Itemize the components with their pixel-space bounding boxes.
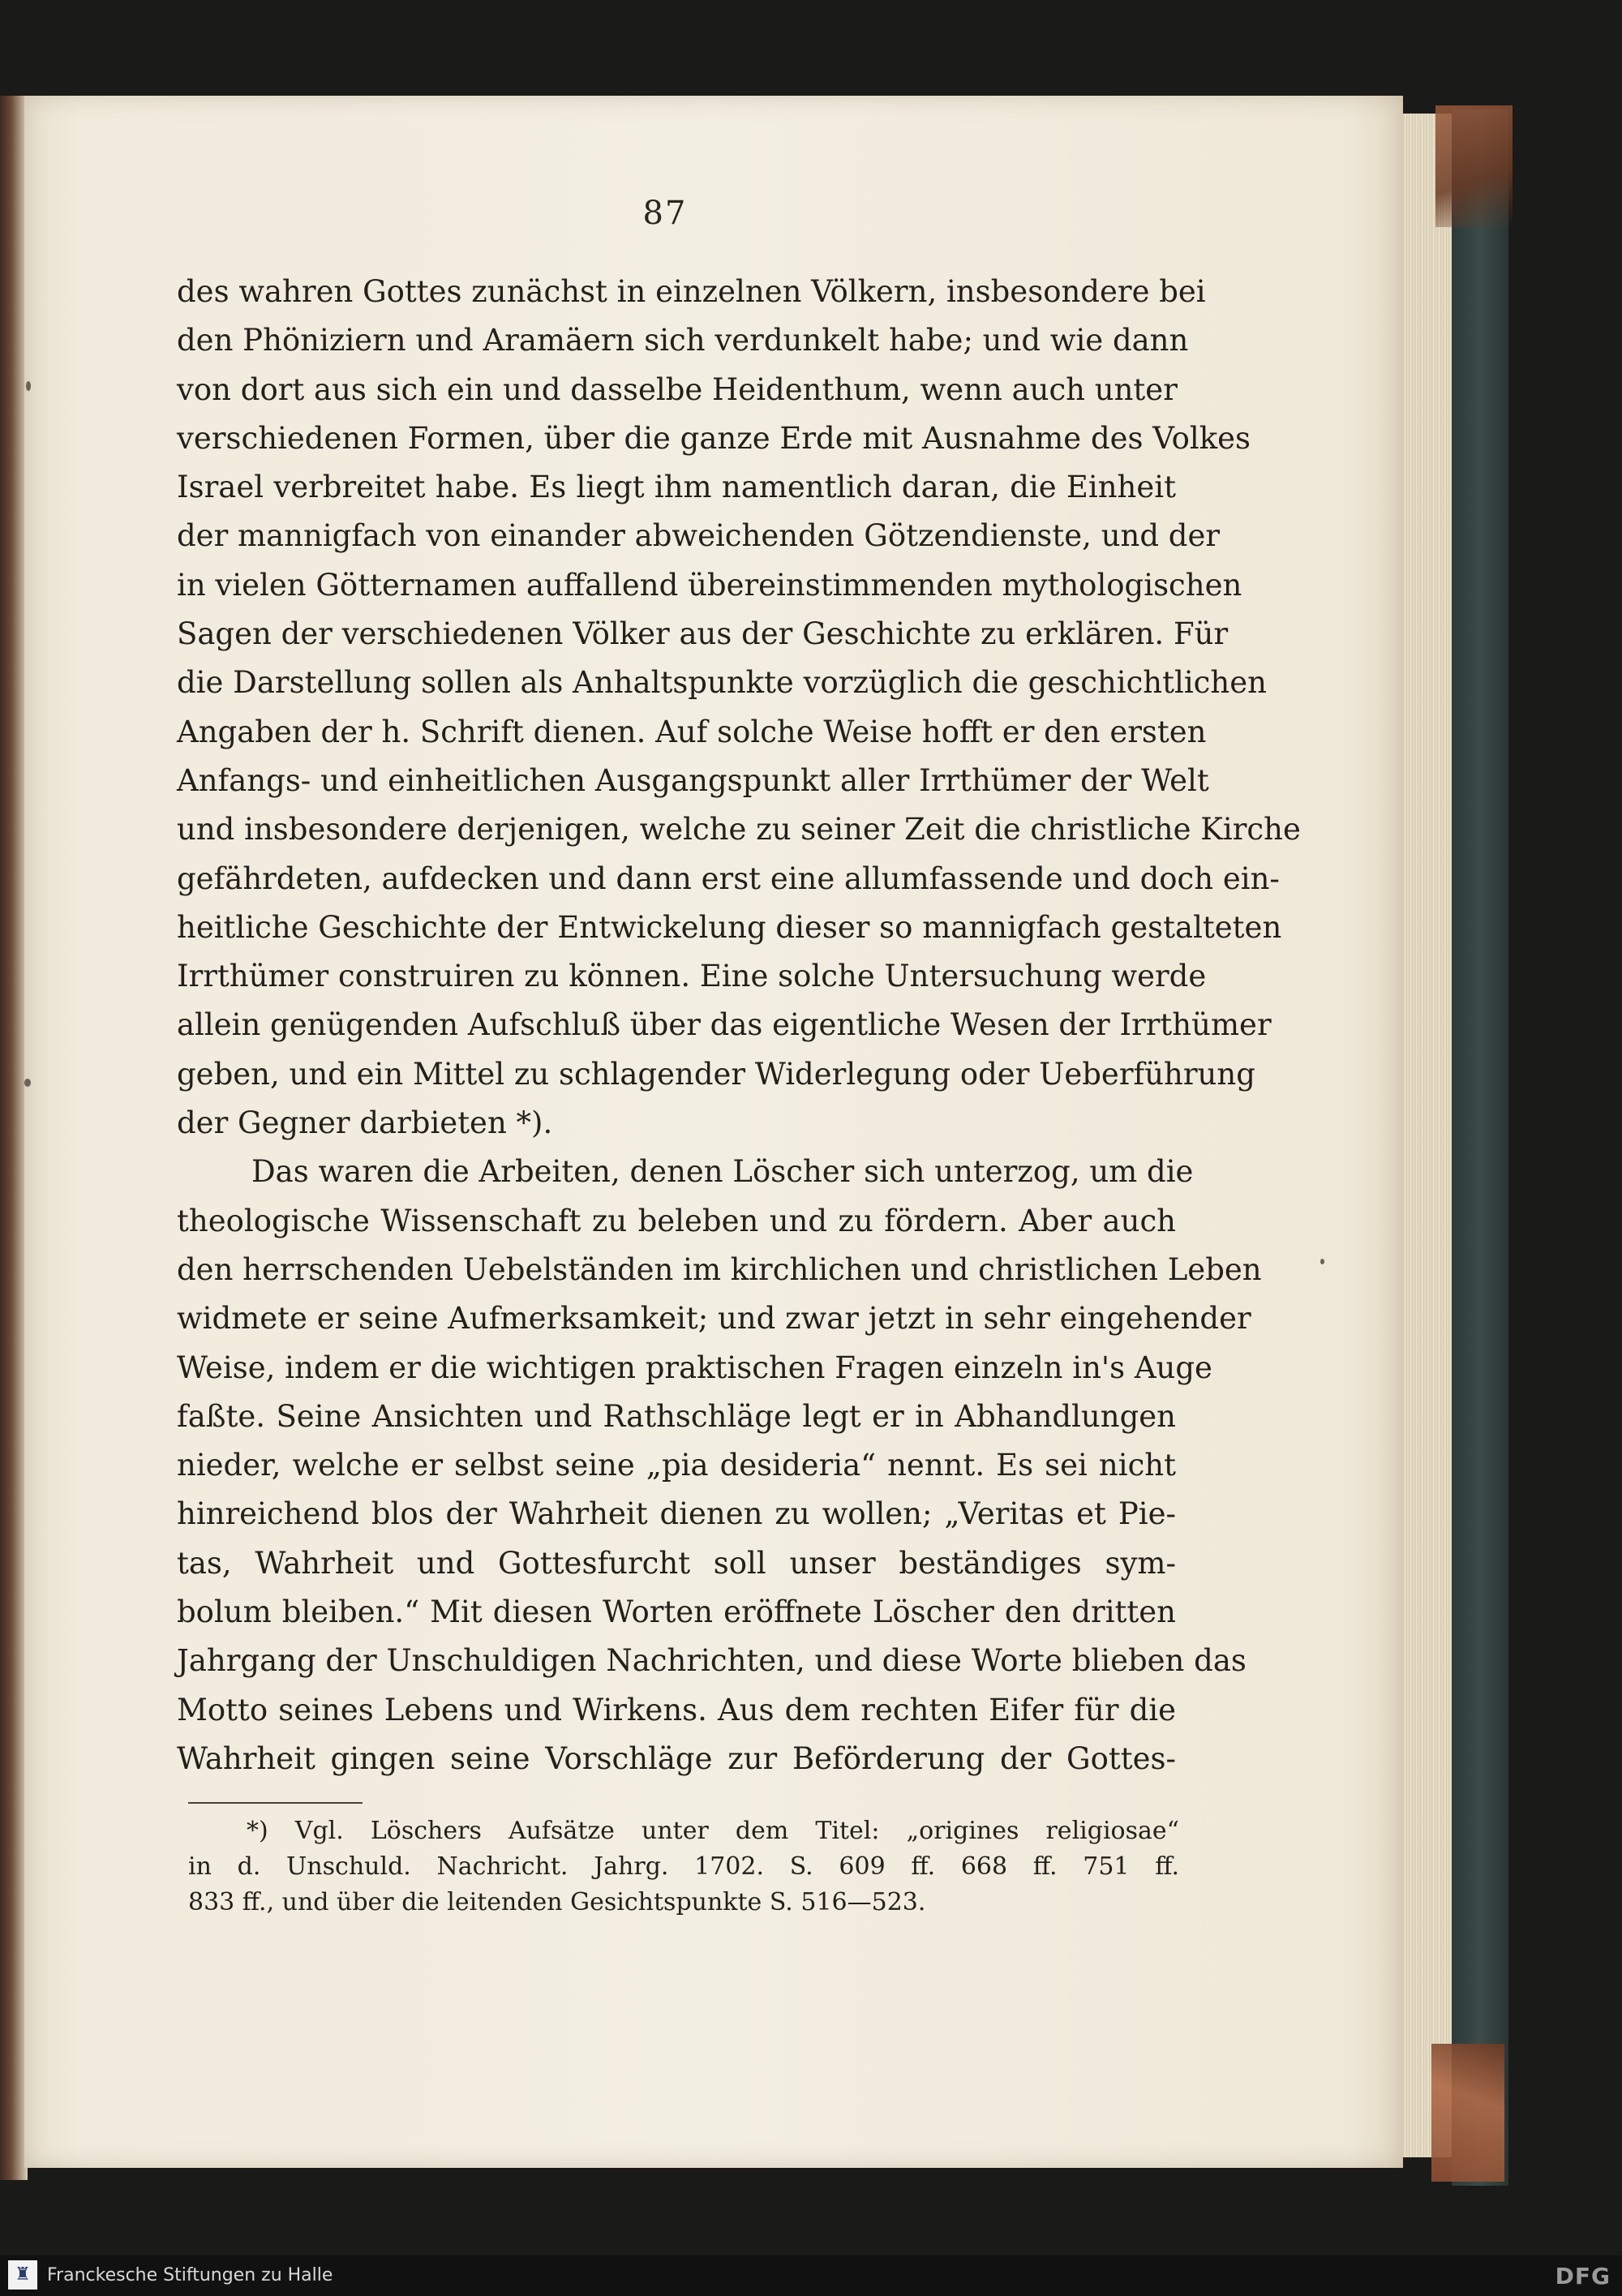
text-line: die Darstellung sollen als Anhaltspunkte vorzüglich die geschichtlichen — [177, 665, 1267, 701]
text-line: und insbesondere derjenigen, welche zu seiner Zeit die christliche Kirche — [177, 812, 1301, 848]
footnote-line: in d. Unschuld. Nachricht. Jahrg. 1702. S. 609 ff. 668 ff. 751 ff. — [188, 1852, 1179, 1881]
institution-name: Franckesche Stiftungen zu Halle — [47, 2265, 333, 2285]
text-line: in vielen Götternamen auffallend übereinstimmenden mythologischen — [177, 567, 1242, 603]
body-text — [177, 268, 1301, 1783]
text-line: der mannigfach von einander abweichenden Götzendienste, und der — [177, 518, 1221, 554]
book-left-edge — [0, 96, 28, 2180]
text-line: hinreichend blos der Wahrheit dienen zu wollen; „Veritas et Pie- — [177, 1496, 1176, 1532]
paper-speck — [1320, 1259, 1324, 1264]
text-line: Jahrgang der Unschuldigen Nachrichten, und diese Worte blieben das — [177, 1643, 1247, 1679]
text-line: Sagen der verschiedenen Völker aus der Geschichte zu erklären. Für — [177, 616, 1229, 652]
text-line: bolum bleiben.“ Mit diesen Worten eröffnete Löscher den dritten — [177, 1594, 1176, 1630]
text-line: Angaben der h. Schrift dienen. Auf solche Weise hofft er den ersten — [177, 714, 1207, 749]
text-line: Anfangs- und einheitlichen Ausgangspunkt aller Irrthümer der Welt — [177, 762, 1209, 798]
book-cover-right — [1452, 109, 1508, 2186]
paper-speck — [26, 381, 31, 391]
institution-logo: ♜ — [8, 2260, 37, 2290]
text-line: Motto seines Lebens und Wirkens. Aus dem rechten Eifer für die — [177, 1692, 1176, 1727]
text-line: Israel verbreitet habe. Es liegt ihm namentlich daran, die Einheit — [177, 470, 1176, 505]
text-line: heitliche Geschichte der Entwickelung dieser so mannigfach gestalteten — [177, 909, 1282, 945]
page-number: 87 — [642, 195, 688, 232]
text-line: widmete er seine Aufmerksamkeit; und zwar jetzt in sehr eingehender — [177, 1301, 1251, 1337]
footnote-line: *) Vgl. Löschers Aufsätze unter dem Titel: „origines religiosae“ — [247, 1817, 1179, 1845]
text-line: theologische Wissenschaft zu beleben und zu fördern. Aber auch — [177, 1203, 1176, 1238]
text-line: von dort aus sich ein und dasselbe Heidenthum, wenn auch unter — [177, 371, 1178, 407]
cover-corner-top — [1435, 105, 1513, 227]
text-line: faßte. Seine Ansichten und Rathschläge legt er in Abhandlungen — [177, 1398, 1176, 1434]
footnotes — [188, 1813, 1179, 1920]
text-line: der Gegner darbieten *). — [177, 1105, 553, 1141]
text-line: Wahrheit gingen seine Vorschläge zur Beförderung der Gottes- — [177, 1740, 1176, 1776]
footnote-rule — [188, 1802, 363, 1804]
text-line: allein genügenden Aufschluß über das eigentliche Wesen der Irrthümer — [177, 1007, 1272, 1043]
text-line: den herrschenden Uebelständen im kirchlichen und christlichen Leben — [177, 1251, 1262, 1287]
dfg-logo: DFG — [1555, 2263, 1611, 2290]
text-line: gefährdeten, aufdecken und dann erst eine allumfassende und doch ein- — [177, 860, 1280, 896]
cover-corner-bottom — [1431, 2044, 1504, 2182]
paper-speck — [24, 1079, 31, 1087]
page-edges — [1401, 114, 1458, 2157]
text-line: geben, und ein Mittel zu schlagender Widerlegung oder Ueberführung — [177, 1056, 1255, 1092]
text-line: Weise, indem er die wichtigen praktischen Fragen einzeln in's Auge — [177, 1350, 1212, 1385]
text-line: Irrthümer construiren zu können. Eine solche Untersuchung werde — [177, 959, 1207, 994]
text-line: den Phöniziern und Aramäern sich verdunkelt habe; und wie dann — [177, 323, 1189, 358]
text-line: tas, Wahrheit und Gottesfurcht soll unser beständiges sym- — [177, 1545, 1176, 1581]
footnote-line: 833 ff., und über die leitenden Gesichtspunkte S. 516—523. — [188, 1888, 926, 1916]
text-line: verschiedenen Formen, über die ganze Erde mit Ausnahme des Volkes — [177, 420, 1251, 456]
text-line: Das waren die Arbeiten, denen Löscher sich unterzog, um die — [251, 1154, 1194, 1190]
text-line: nieder, welche er selbst seine „pia desideria“ nennt. Es sei nicht — [177, 1448, 1176, 1483]
text-line: des wahren Gottes zunächst in einzelnen Völkern, insbesondere bei — [177, 274, 1206, 309]
